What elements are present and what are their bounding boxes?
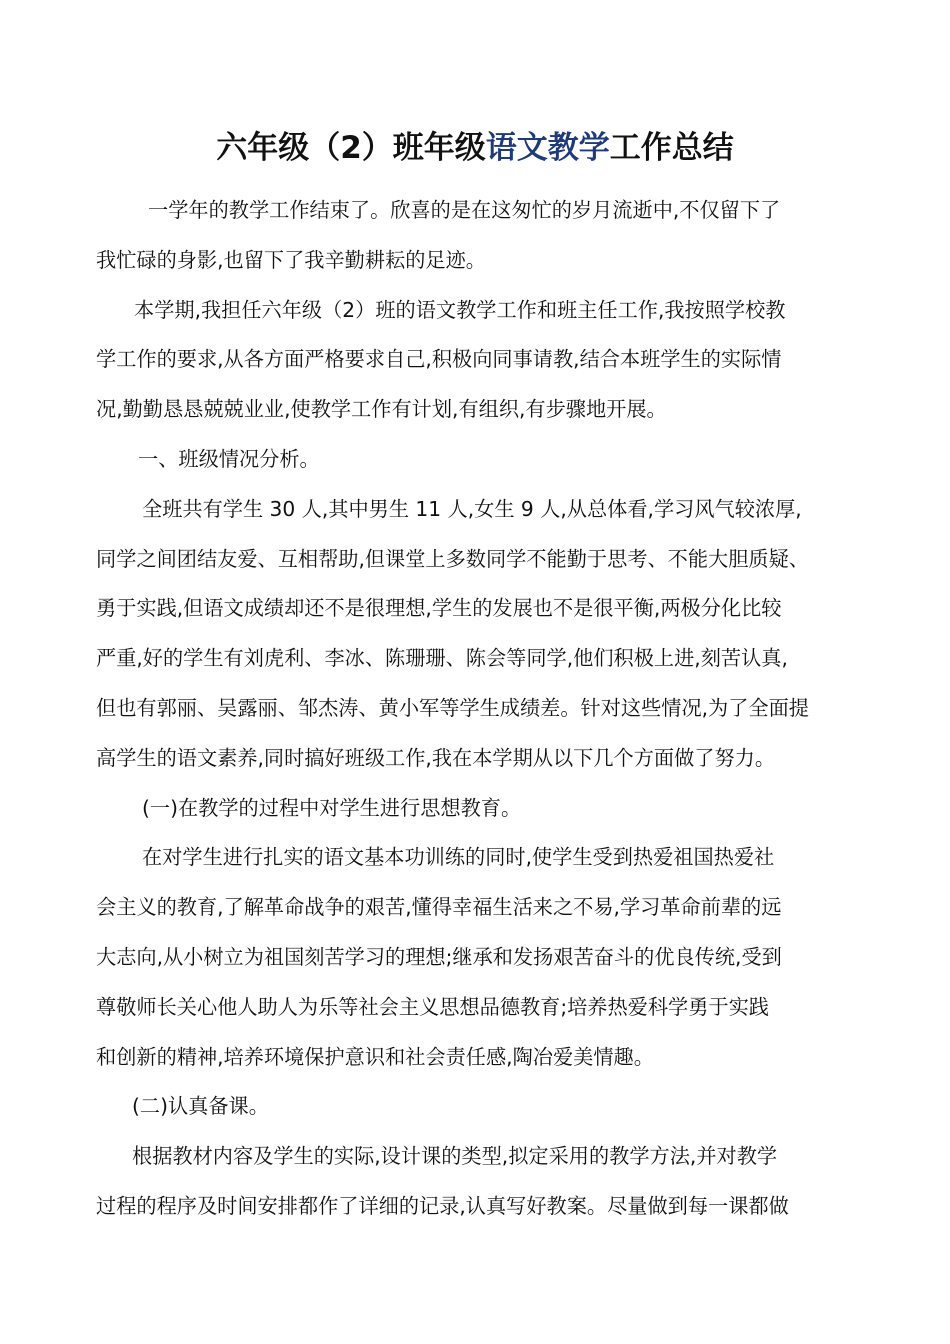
document-body xyxy=(96,186,866,1232)
text-line: 在对学生进行扎实的语文基本功训练的同时,使学生受到热爱祖国热爱社 xyxy=(142,845,775,870)
text-line: 会主义的教育,了解革命战争的艰苦,懂得幸福生活来之不易,学习革命前辈的远 xyxy=(96,895,782,920)
text-line: 况,勤勤恳恳兢兢业业,使教学工作有计划,有组织,有步骤地开展。 xyxy=(96,397,667,422)
title-part-3: 工作总结 xyxy=(609,130,734,166)
text-line: 和创新的精神,培养环境保护意识和社会责任感,陶冶爱美情趣。 xyxy=(96,1044,654,1069)
text-line: 过程的程序及时间安排都作了详细的记录,认真写好教案。尽量做到每一课都做 xyxy=(96,1193,789,1218)
text-line: 严重,好的学生有刘虎利、李冰、陈珊珊、陈会等同学,他们积极上进,刻苦认真, xyxy=(96,646,788,671)
section-heading: 一、班级情况分析。 xyxy=(138,446,320,471)
text-line: 但也有郭丽、吴露丽、邹杰涛、黄小军等学生成绩差。针对这些情况,为了全面提 xyxy=(96,695,809,720)
text-line: 全班共有学生 30 人,其中男生 11 人,女生 9 人,从总体看,学习风气较浓厚, xyxy=(142,496,802,521)
subsection-heading: (二)认真备课。 xyxy=(132,1094,269,1119)
title-part-1: 六年级（2）班年级 xyxy=(216,130,486,166)
text-line: 勇于实践,但语文成绩却还不是很理想,学生的发展也不是很平衡,两极分化比较 xyxy=(96,596,782,621)
subsection-heading: (一)在教学的过程中对学生进行思想教育。 xyxy=(142,795,522,820)
title-part-highlight: 语文教学 xyxy=(485,130,610,166)
text-line: 一学年的教学工作结束了。欣喜的是在这匆忙的岁月流逝中,不仅留下了 xyxy=(148,198,781,222)
document-title xyxy=(0,126,950,170)
text-line: 尊敬师长关心他人助人为乐等社会主义思想品德教育;培养热爱科学勇于实践 xyxy=(96,994,769,1019)
text-line: 我忙碌的身影,也留下了我辛勤耕耘的足迹。 xyxy=(96,247,486,272)
text-line: 高学生的语文素养,同时搞好班级工作,我在本学期从以下几个方面做了努力。 xyxy=(96,745,776,770)
text-line: 根据教材内容及学生的实际,设计课的类型,拟定采用的教学方法,并对教学 xyxy=(132,1144,778,1169)
text-line: 本学期,我担任六年级（2）班的语文教学工作和班主任工作,我按照学校教 xyxy=(134,297,786,322)
text-line: 大志向,从小树立为祖国刻苦学习的理想;继承和发扬艰苦奋斗的优良传统,受到 xyxy=(96,944,782,969)
text-line: 同学之间团结友爱、互相帮助,但课堂上多数同学不能勤于思考、不能大胆质疑、 xyxy=(96,546,809,571)
text-line: 学工作的要求,从各方面严格要求自己,积极向同事请教,结合本班学生的实际情 xyxy=(96,347,782,372)
